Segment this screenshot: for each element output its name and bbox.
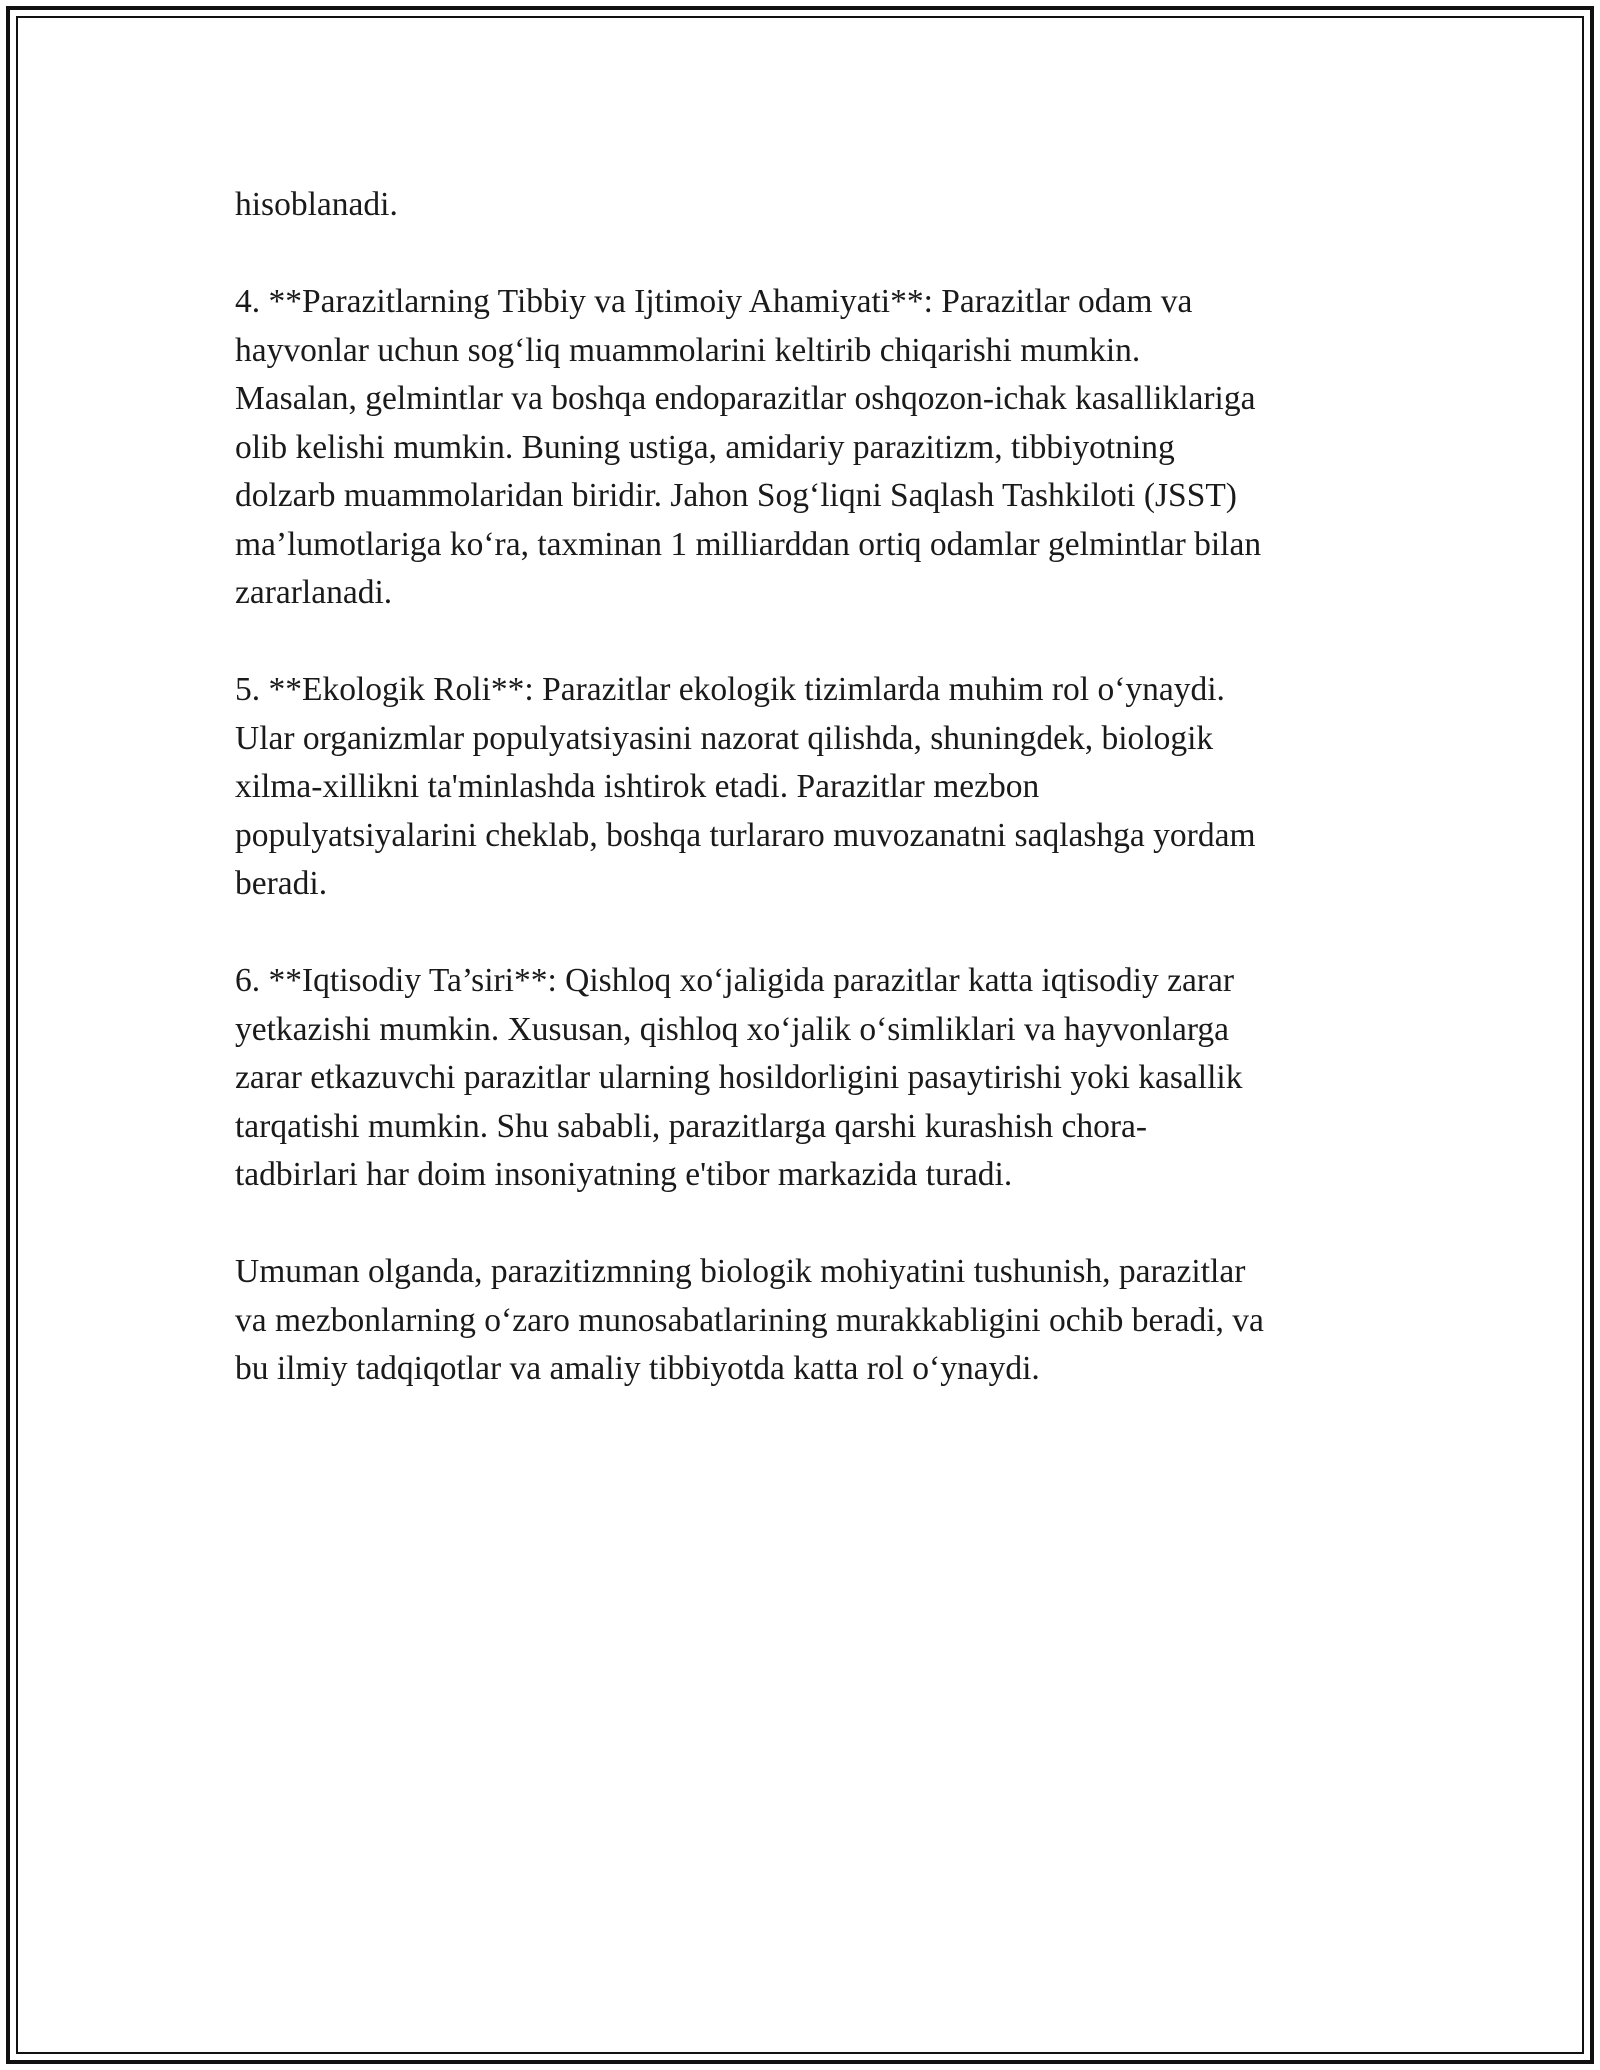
text-line: populyatsiyalarini cheklab, boshqa turlararo muvozanatni saqlashga yordam <box>235 816 1256 854</box>
text-line: xilma-xillikni ta'minlashda ishtirok etadi. Parazitlar mezbon <box>235 768 1040 805</box>
paragraph-continuation <box>235 181 1375 230</box>
paragraph-ecological-role <box>235 666 1375 909</box>
paragraph-medical-social-significance <box>235 278 1375 618</box>
text-line: Ular organizmlar populyatsiyasini nazorat qilishda, shuningdek, biologik <box>235 719 1214 757</box>
text-line: hisoblanadi. <box>235 186 398 223</box>
text-line: Masalan, gelmintlar va boshqa endoparazitlar oshqozon-ichak kasalliklariga <box>235 380 1256 417</box>
text-line: zararlanadi. <box>235 574 393 611</box>
text-line: 6. **Iqtisodiy Ta’siri**: Qishloq xo‘jaligida parazitlar katta iqtisodiy zarar <box>235 962 1235 999</box>
text-line: 5. **Ekologik Roli**: Parazitlar ekologik tizimlarda muhim rol o‘ynaydi. <box>235 671 1225 708</box>
text-line: zarar etkazuvchi parazitlar ularning hosildorligini pasaytirishi yoki kasallik <box>235 1059 1243 1096</box>
paragraph-economic-impact <box>235 957 1375 1200</box>
text-line: 4. **Parazitlarning Tibbiy va Ijtimoiy Ahamiyati**: Parazitlar odam va <box>235 283 1193 320</box>
paragraph-conclusion <box>235 1248 1375 1394</box>
text-line: ma’lumotlariga ko‘ra, taxminan 1 milliarddan ortiq odamlar gelmintlar bilan <box>235 525 1262 563</box>
text-line: bu ilmiy tadqiqotlar va amaliy tibbiyotda katta rol o‘ynaydi. <box>235 1350 1040 1387</box>
text-line: hayvonlar uchun sog‘liq muammolarini keltirib chiqarishi mumkin. <box>235 331 1141 369</box>
text-line: Umuman olganda, parazitizmning biologik mohiyatini tushunish, parazitlar <box>235 1253 1246 1290</box>
text-line: tarqatishi mumkin. Shu sababli, parazitlarga qarshi kurashish chora- <box>235 1107 1148 1145</box>
text-line: dolzarb muammolaridan biridir. Jahon Sog‘liqni Saqlash Tashkiloti (JSST) <box>235 477 1237 514</box>
text-line: beradi. <box>235 865 328 902</box>
text-line: tadbirlari har doim insoniyatning e'tibor markazida turadi. <box>235 1156 1013 1193</box>
text-line: va mezbonlarning o‘zaro munosabatlarining murakkabligini ochib beradi, va <box>235 1301 1264 1339</box>
document-body <box>235 181 1375 1442</box>
text-line: olib kelishi mumkin. Buning ustiga, amidariy parazitizm, tibbiyotning <box>235 428 1175 466</box>
text-line: yetkazishi mumkin. Xususan, qishloq xo‘jalik o‘simliklari va hayvonlarga <box>235 1010 1229 1048</box>
